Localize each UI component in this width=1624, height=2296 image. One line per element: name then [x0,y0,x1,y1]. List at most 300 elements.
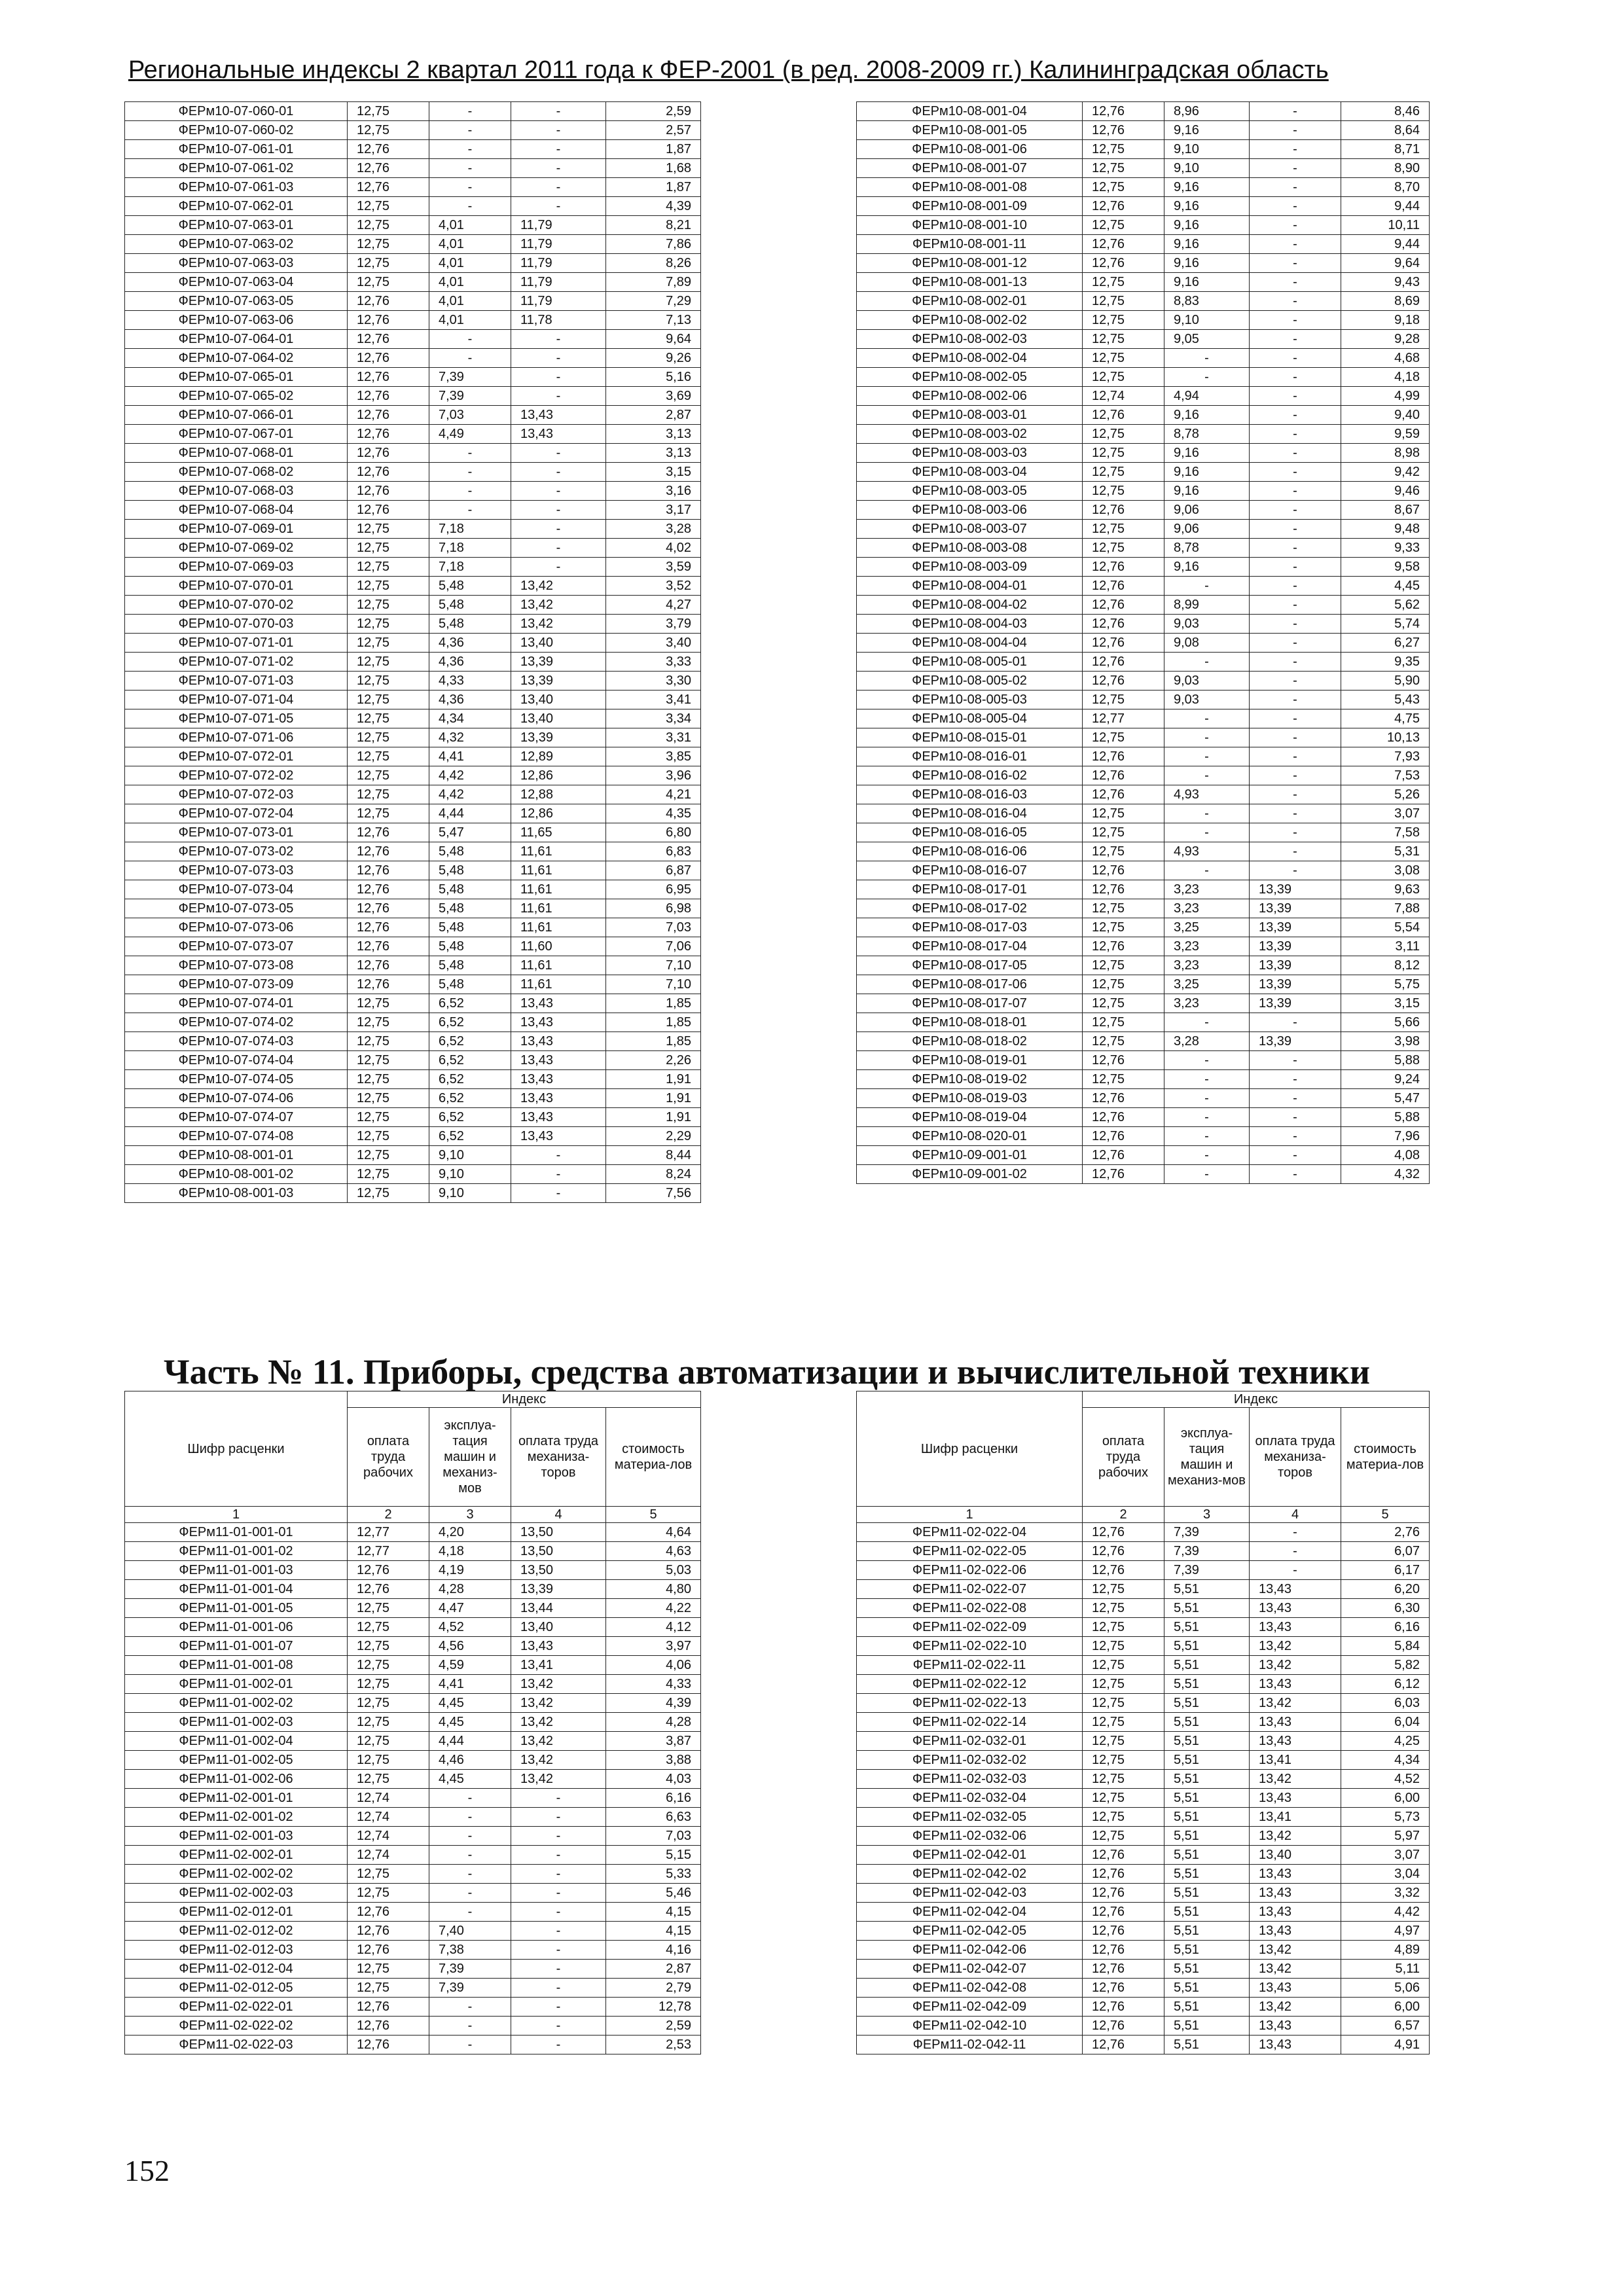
code-cell: ФЕРм10-07-073-06 [125,918,348,937]
labor-index-cell: 12,75 [1083,273,1164,292]
code-cell: ФЕРм10-07-063-02 [125,235,348,254]
table-row [125,672,701,691]
materials-index-cell: 3,33 [606,653,701,672]
table-row [857,766,1430,785]
labor-index-cell: 12,76 [348,425,429,444]
materials-index-cell: 6,95 [606,880,701,899]
column-number: 4 [511,1507,606,1523]
operators-index-cell: - [1250,539,1341,558]
operators-index-cell: - [1250,861,1341,880]
table-row [857,501,1430,520]
operators-index-cell: 13,40 [1250,1846,1341,1865]
table-row [125,292,701,311]
operators-index-cell: 11,79 [511,235,606,254]
table-row [125,1998,701,2017]
materials-index-cell: 3,31 [606,728,701,747]
labor-index-cell: 12,75 [1083,1675,1164,1694]
machines-index-cell: 9,16 [1164,463,1250,482]
code-cell: ФЕРм10-08-004-03 [857,615,1083,634]
materials-index-cell: 8,24 [606,1165,701,1184]
table-row [857,1656,1430,1675]
machines-index-cell: 7,18 [429,539,511,558]
machines-index-cell: - [429,102,511,121]
table-row [857,121,1430,140]
labor-index-cell: 12,76 [348,387,429,406]
operators-index-cell: 12,86 [511,766,606,785]
labor-index-cell: 12,75 [348,615,429,634]
table-row [125,1789,701,1808]
materials-index-cell: 5,47 [1341,1089,1430,1108]
operators-index-cell: 13,39 [1250,975,1341,994]
labor-index-cell: 12,76 [348,368,429,387]
table-row [857,311,1430,330]
table-row [125,1146,701,1165]
table-row [857,235,1430,254]
code-cell: ФЕРм10-07-073-04 [125,880,348,899]
machines-index-cell: 4,20 [429,1523,511,1542]
operators-index-cell: 11,79 [511,254,606,273]
machines-index-cell: 5,48 [429,596,511,615]
operators-index-cell: - [1250,804,1341,823]
labor-index-cell: 12,75 [1083,691,1164,709]
code-cell: ФЕРм11-01-001-08 [125,1656,348,1675]
machines-index-cell: 9,16 [1164,254,1250,273]
code-cell: ФЕРм11-01-001-07 [125,1637,348,1656]
machines-index-cell: 8,83 [1164,292,1250,311]
materials-index-cell: 8,98 [1341,444,1430,463]
materials-index-cell: 3,13 [606,425,701,444]
labor-index-cell: 12,75 [1083,728,1164,747]
code-cell: ФЕРм10-07-074-06 [125,1089,348,1108]
machines-index-cell: 4,01 [429,273,511,292]
code-cell: ФЕРм11-02-012-01 [125,1903,348,1922]
operators-index-cell: 13,43 [511,994,606,1013]
materials-index-cell: 9,42 [1341,463,1430,482]
code-cell: ФЕРм10-07-062-01 [125,197,348,216]
table-row [857,861,1430,880]
table-row [857,102,1430,121]
materials-index-cell: 4,99 [1341,387,1430,406]
code-cell: ФЕРм10-07-066-01 [125,406,348,425]
code-cell: ФЕРм10-07-073-02 [125,842,348,861]
labor-index-cell: 12,76 [348,463,429,482]
table-row [857,899,1430,918]
table-row [125,102,701,121]
code-cell: ФЕРм10-08-004-01 [857,577,1083,596]
materials-index-cell: 5,03 [606,1561,701,1580]
labor-index-cell: 12,75 [348,539,429,558]
operators-index-cell: - [511,1184,606,1203]
code-cell: ФЕРм11-02-022-09 [857,1618,1083,1637]
operators-index-cell: - [1250,653,1341,672]
machines-index-cell: 9,16 [1164,121,1250,140]
materials-index-cell: 4,64 [606,1523,701,1542]
materials-index-cell: 3,30 [606,672,701,691]
machines-index-cell: 5,51 [1164,2017,1250,2036]
labor-index-cell: 12,75 [348,254,429,273]
operators-index-cell: - [511,444,606,463]
table-row [125,1941,701,1960]
labor-index-cell: 12,75 [1083,1694,1164,1713]
materials-index-cell: 7,13 [606,311,701,330]
machines-index-cell: 9,16 [1164,273,1250,292]
code-cell: ФЕРм11-02-022-08 [857,1599,1083,1618]
machines-index-cell: - [1164,766,1250,785]
materials-index-cell: 4,08 [1341,1146,1430,1165]
table-row [125,691,701,709]
code-cell: ФЕРм10-07-061-01 [125,140,348,159]
labor-index-cell: 12,76 [1083,1998,1164,2017]
code-cell: ФЕРм10-08-001-12 [857,254,1083,273]
materials-index-cell: 6,04 [1341,1713,1430,1732]
materials-index-cell: 4,27 [606,596,701,615]
labor-index-cell: 12,75 [1083,842,1164,861]
code-cell: ФЕРм10-08-005-02 [857,672,1083,691]
operators-index-cell: 12,89 [511,747,606,766]
machines-index-cell: 5,51 [1164,1675,1250,1694]
materials-index-cell: 3,15 [606,463,701,482]
labor-index-cell: 12,75 [348,1732,429,1751]
table-row [857,463,1430,482]
machines-index-cell: 9,08 [1164,634,1250,653]
code-cell: ФЕРм10-08-016-02 [857,766,1083,785]
operators-index-cell: - [1250,1127,1341,1146]
code-cell: ФЕРм11-02-042-02 [857,1865,1083,1884]
operators-index-cell: 13,39 [1250,1032,1341,1051]
machines-index-cell: 4,93 [1164,785,1250,804]
materials-index-cell: 4,21 [606,785,701,804]
materials-index-cell: 3,34 [606,709,701,728]
machines-index-cell: 5,51 [1164,1580,1250,1599]
machines-index-cell: 4,45 [429,1713,511,1732]
machines-index-cell: 4,49 [429,425,511,444]
labor-index-cell: 12,75 [348,577,429,596]
operators-index-cell: - [511,102,606,121]
machines-index-cell: - [429,197,511,216]
materials-index-cell: 9,26 [606,349,701,368]
machines-index-cell: 9,16 [1164,406,1250,425]
code-cell: ФЕРм11-02-022-06 [857,1561,1083,1580]
operators-index-cell: - [511,1960,606,1979]
operators-index-cell: - [511,178,606,197]
labor-index-cell: 12,75 [348,1618,429,1637]
machines-index-cell: 9,06 [1164,520,1250,539]
table-row [125,406,701,425]
operators-index-cell: 13,40 [511,634,606,653]
code-cell: ФЕРм10-08-016-04 [857,804,1083,823]
materials-column-header: стоимость материа-лов [1341,1408,1430,1507]
table-row [857,842,1430,861]
code-cell: ФЕРм10-08-001-06 [857,140,1083,159]
materials-index-cell: 2,87 [606,1960,701,1979]
labor-index-cell: 12,76 [1083,558,1164,577]
code-cell: ФЕРм10-07-072-04 [125,804,348,823]
code-cell: ФЕРм10-08-002-06 [857,387,1083,406]
materials-index-cell: 4,89 [1341,1941,1430,1960]
materials-index-cell: 3,69 [606,387,701,406]
operators-index-cell: - [1250,615,1341,634]
operators-index-cell: 13,39 [1250,937,1341,956]
code-cell: ФЕРм11-02-032-01 [857,1732,1083,1751]
machines-index-cell: 9,16 [1164,482,1250,501]
table-row [125,1032,701,1051]
labor-index-cell: 12,76 [348,406,429,425]
operators-index-cell: - [1250,785,1341,804]
code-cell: ФЕРм10-08-016-06 [857,842,1083,861]
table-row [125,804,701,823]
code-cell: ФЕРм10-08-001-04 [857,102,1083,121]
table-row [125,425,701,444]
materials-index-cell: 5,75 [1341,975,1430,994]
code-cell: ФЕРм11-01-001-06 [125,1618,348,1637]
code-cell: ФЕРм10-08-019-02 [857,1070,1083,1089]
machines-index-cell: 9,10 [1164,159,1250,178]
labor-index-cell: 12,75 [348,1675,429,1694]
machines-index-cell: 9,05 [1164,330,1250,349]
table-row [857,1960,1430,1979]
operators-index-cell: - [511,349,606,368]
labor-index-cell: 12,75 [1083,292,1164,311]
labor-index-cell: 12,76 [348,159,429,178]
labor-index-cell: 12,76 [1083,1846,1164,1865]
operators-index-cell: - [1250,577,1341,596]
machines-index-cell: 4,28 [429,1580,511,1599]
code-cell: ФЕРм10-07-073-05 [125,899,348,918]
machines-index-cell: - [429,1846,511,1865]
machines-index-cell: - [1164,823,1250,842]
materials-index-cell: 4,06 [606,1656,701,1675]
machines-index-cell: 7,18 [429,520,511,539]
materials-index-cell: 8,46 [1341,102,1430,121]
operators-index-cell: - [511,1789,606,1808]
labor-index-cell: 12,75 [348,804,429,823]
code-column-header: Шифр расценки [857,1391,1083,1507]
table-row [125,1013,701,1032]
labor-index-cell: 12,75 [348,994,429,1013]
table-row [125,785,701,804]
table-row [857,804,1430,823]
operators-index-cell: 13,43 [1250,1599,1341,1618]
machines-index-cell: - [1164,1127,1250,1146]
labor-index-cell: 12,75 [1083,1770,1164,1789]
machines-index-cell: 7,39 [429,387,511,406]
materials-index-cell: 8,21 [606,216,701,235]
machines-index-cell: 7,40 [429,1922,511,1941]
operators-index-cell: 13,42 [1250,1694,1341,1713]
labor-index-cell: 12,76 [1083,102,1164,121]
table-row [857,1922,1430,1941]
operators-index-cell: - [511,330,606,349]
machines-index-cell: - [429,1827,511,1846]
machines-index-cell: 5,51 [1164,1827,1250,1846]
code-cell: ФЕРм11-02-022-10 [857,1637,1083,1656]
labor-index-cell: 12,75 [1083,425,1164,444]
code-cell: ФЕРм10-08-003-05 [857,482,1083,501]
code-cell: ФЕРм11-02-022-04 [857,1523,1083,1542]
machines-index-cell: 5,51 [1164,2036,1250,2054]
table-row [857,1789,1430,1808]
table-row [857,178,1430,197]
table-row [857,994,1430,1013]
labor-column-header: оплата труда рабочих [1083,1408,1164,1507]
page-header-title: Региональные индексы 2 квартал 2011 года к ФЕР-2001 (в ред. 2008-2009 гг.) Калининградская область [128,56,1329,84]
materials-index-cell: 9,40 [1341,406,1430,425]
index-group-header: Индекс [348,1391,701,1408]
table-row [857,653,1430,672]
code-cell: ФЕРм11-02-012-02 [125,1922,348,1941]
labor-index-cell: 12,76 [348,823,429,842]
operators-index-cell: - [511,1941,606,1960]
table-row [857,482,1430,501]
labor-index-cell: 12,76 [1083,785,1164,804]
labor-index-cell: 12,75 [348,1770,429,1789]
code-cell: ФЕРм11-02-022-11 [857,1656,1083,1675]
code-cell: ФЕРм10-07-070-01 [125,577,348,596]
code-cell: ФЕРм11-02-002-01 [125,1846,348,1865]
machines-index-cell: 9,16 [1164,197,1250,216]
materials-index-cell: 3,16 [606,482,701,501]
machines-index-cell: - [1164,1108,1250,1127]
table-row [857,273,1430,292]
table-row [857,1523,1430,1542]
operators-index-cell: 13,43 [1250,1789,1341,1808]
table-row [125,1751,701,1770]
table-row [857,577,1430,596]
materials-index-cell: 9,43 [1341,273,1430,292]
operators-index-cell: - [1250,672,1341,691]
operators-index-cell: - [511,2017,606,2036]
operators-index-cell: - [511,463,606,482]
machines-index-cell: 4,36 [429,653,511,672]
machines-index-cell: - [429,444,511,463]
code-cell: ФЕРм11-01-001-02 [125,1542,348,1561]
labor-index-cell: 12,75 [348,1108,429,1127]
materials-index-cell: 8,70 [1341,178,1430,197]
labor-index-cell: 12,76 [1083,747,1164,766]
operators-index-cell: 13,39 [511,653,606,672]
materials-index-cell: 4,39 [606,197,701,216]
machines-column-header: эксплуа-тация машин и механиз-мов [1164,1408,1250,1507]
table-row [125,766,701,785]
machines-index-cell: 5,48 [429,861,511,880]
machines-index-cell: 7,03 [429,406,511,425]
labor-index-cell: 12,75 [1083,899,1164,918]
materials-index-cell: 1,85 [606,994,701,1013]
materials-index-cell: 9,44 [1341,235,1430,254]
labor-index-cell: 12,76 [1083,406,1164,425]
materials-index-cell: 6,03 [1341,1694,1430,1713]
table-row [125,1184,701,1203]
table-row [857,1165,1430,1184]
machines-index-cell: 5,51 [1164,1808,1250,1827]
machines-index-cell: 5,51 [1164,1789,1250,1808]
table-row [125,1051,701,1070]
code-cell: ФЕРм11-02-042-09 [857,1998,1083,2017]
machines-index-cell: 6,52 [429,1108,511,1127]
labor-index-cell: 12,76 [348,349,429,368]
operators-index-cell: 13,42 [511,1770,606,1789]
table-row [125,1713,701,1732]
table-row [857,349,1430,368]
code-cell: ФЕРм10-08-019-03 [857,1089,1083,1108]
labor-index-cell: 12,75 [348,1089,429,1108]
top-left-table-body [125,102,701,1203]
table-row [857,368,1430,387]
operators-index-cell: - [1250,368,1341,387]
materials-index-cell: 3,98 [1341,1032,1430,1051]
labor-index-cell: 12,77 [1083,709,1164,728]
operators-index-cell: - [1250,102,1341,121]
machines-index-cell: 5,51 [1164,1637,1250,1656]
labor-index-cell: 12,76 [1083,1903,1164,1922]
labor-index-cell: 12,76 [348,899,429,918]
operators-index-cell: 13,43 [511,1013,606,1032]
table-row [125,1827,701,1846]
materials-index-cell: 9,46 [1341,482,1430,501]
labor-index-cell: 12,75 [1083,368,1164,387]
labor-index-cell: 12,75 [348,273,429,292]
labor-index-cell: 12,75 [1083,1732,1164,1751]
operators-index-cell: - [1250,1070,1341,1089]
labor-index-cell: 12,76 [1083,1561,1164,1580]
labor-index-cell: 12,75 [1083,159,1164,178]
materials-index-cell: 7,58 [1341,823,1430,842]
machines-index-cell: 5,51 [1164,1599,1250,1618]
machines-index-cell: 7,39 [1164,1542,1250,1561]
code-cell: ФЕРм10-07-069-03 [125,558,348,577]
table-row [125,235,701,254]
labor-index-cell: 12,75 [348,102,429,121]
code-cell: ФЕРм10-08-017-05 [857,956,1083,975]
column-number: 5 [1341,1507,1430,1523]
materials-index-cell: 5,46 [606,1884,701,1903]
materials-index-cell: 6,83 [606,842,701,861]
labor-index-cell: 12,76 [348,178,429,197]
labor-index-cell: 12,76 [1083,634,1164,653]
machines-index-cell: 9,03 [1164,691,1250,709]
operators-index-cell: 13,39 [511,728,606,747]
table-row [125,2036,701,2054]
table-row [857,1599,1430,1618]
machines-index-cell: 7,39 [429,1979,511,1998]
labor-index-cell: 12,77 [348,1523,429,1542]
labor-index-cell: 12,75 [348,1960,429,1979]
labor-index-cell: 12,75 [348,1656,429,1675]
materials-index-cell: 6,87 [606,861,701,880]
code-cell: ФЕРм10-08-001-13 [857,273,1083,292]
column-number: 1 [857,1507,1083,1523]
code-cell: ФЕРм10-07-071-05 [125,709,348,728]
labor-index-cell: 12,75 [1083,1013,1164,1032]
materials-index-cell: 1,91 [606,1089,701,1108]
materials-index-cell: 7,03 [606,1827,701,1846]
labor-index-cell: 12,76 [1083,615,1164,634]
table-row [857,1108,1430,1127]
machines-index-cell: - [429,1884,511,1903]
labor-index-cell: 12,75 [1083,1808,1164,1827]
labor-index-cell: 12,76 [1083,861,1164,880]
machines-index-cell: 5,51 [1164,1884,1250,1903]
materials-index-cell: 5,62 [1341,596,1430,615]
code-cell: ФЕРм10-08-001-08 [857,178,1083,197]
table-row [857,823,1430,842]
machines-index-cell: 4,44 [429,804,511,823]
materials-index-cell: 5,74 [1341,615,1430,634]
code-cell: ФЕРм10-08-005-03 [857,691,1083,709]
machines-index-cell: 5,51 [1164,1770,1250,1789]
table-row [125,1922,701,1941]
table-row [125,728,701,747]
